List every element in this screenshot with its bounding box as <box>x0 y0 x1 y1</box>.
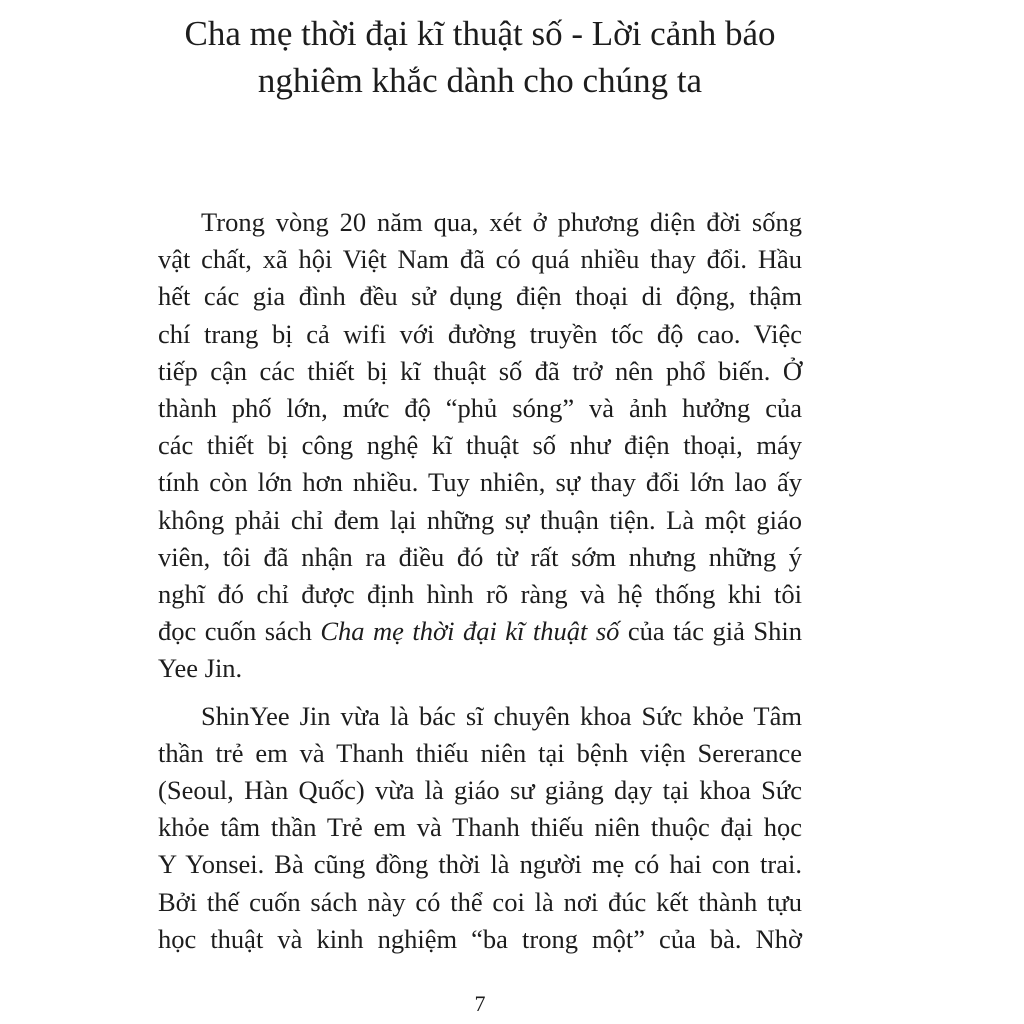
body-text <box>158 204 802 958</box>
page-number: 7 <box>474 991 486 1016</box>
book-title-italic: Cha mẹ thời đại kĩ thuật số <box>320 616 620 647</box>
line-text: của tác giả Shin <box>619 616 802 647</box>
paragraph-1-line: chí trang bị cả wifi với đường truyền tốc độ cao. Việc <box>158 318 802 349</box>
paragraph-1-line: thành phố lớn, mức độ “phủ sóng” và ảnh hưởng của <box>158 393 802 424</box>
chapter-title-line-1: Cha mẹ thời đại kĩ thuật số - Lời cảnh báo <box>184 14 776 53</box>
paragraph-1 <box>158 204 802 688</box>
chapter-title <box>120 10 840 104</box>
paragraph-1-line: Trong vòng 20 năm qua, xét ở phương diện đời sống <box>201 207 802 237</box>
chapter-title-line-2: nghiêm khắc dành cho chúng ta <box>257 61 703 100</box>
paragraph-2-line: (Seoul, Hàn Quốc) vừa là giáo sư giảng dạy tại khoa Sức <box>158 775 802 806</box>
paragraph-2-line: học thuật và kinh nghiệm “ba trong một” của bà. Nhờ <box>158 923 802 954</box>
paragraph-1-line: hết các gia đình đều sử dụng điện thoại di động, thậm <box>158 281 802 312</box>
paragraph-2-line: Bởi thế cuốn sách này có thể coi là nơi đúc kết thành tựu <box>158 886 802 917</box>
paragraph-1-line: tiếp cận các thiết bị kĩ thuật số đã trở nên phổ biến. Ở <box>158 355 802 386</box>
paragraph-1-line: viên, tôi đã nhận ra điều đó từ rất sớm nhưng những ý <box>158 541 802 572</box>
paragraph-1-line: các thiết bị công nghệ kĩ thuật số như điện thoại, máy <box>158 430 802 461</box>
paragraph-2-line: ShinYee Jin vừa là bác sĩ chuyên khoa Sức khỏe Tâm <box>201 700 802 731</box>
paragraph-1-line: vật chất, xã hội Việt Nam đã có quá nhiều thay đổi. Hầu <box>158 244 802 275</box>
line-text: đọc cuốn sách <box>158 616 321 647</box>
paragraph-1-line: nghĩ đó chỉ được định hình rõ ràng và hệ thống khi tôi <box>158 579 802 610</box>
paragraph-1-line: tính còn lớn hơn nhiều. Tuy nhiên, sự thay đổi lớn lao ấy <box>158 467 802 498</box>
paragraph-1-line: Yee Jin. <box>158 653 243 684</box>
paragraph-2 <box>158 698 802 958</box>
paragraph-2-line: Y Yonsei. Bà cũng đồng thời là người mẹ có hai con trai. <box>158 849 802 880</box>
paragraph-2-line: khỏe tâm thần Trẻ em và Thanh thiếu niên thuộc đại học <box>158 812 802 843</box>
paragraph-1-line <box>158 613 802 650</box>
paragraph-2-line: thần trẻ em và Thanh thiếu niên tại bệnh viện Sererance <box>158 737 802 768</box>
paragraph-1-line: không phải chỉ đem lại những sự thuận tiện. Là một giáo <box>158 504 802 535</box>
